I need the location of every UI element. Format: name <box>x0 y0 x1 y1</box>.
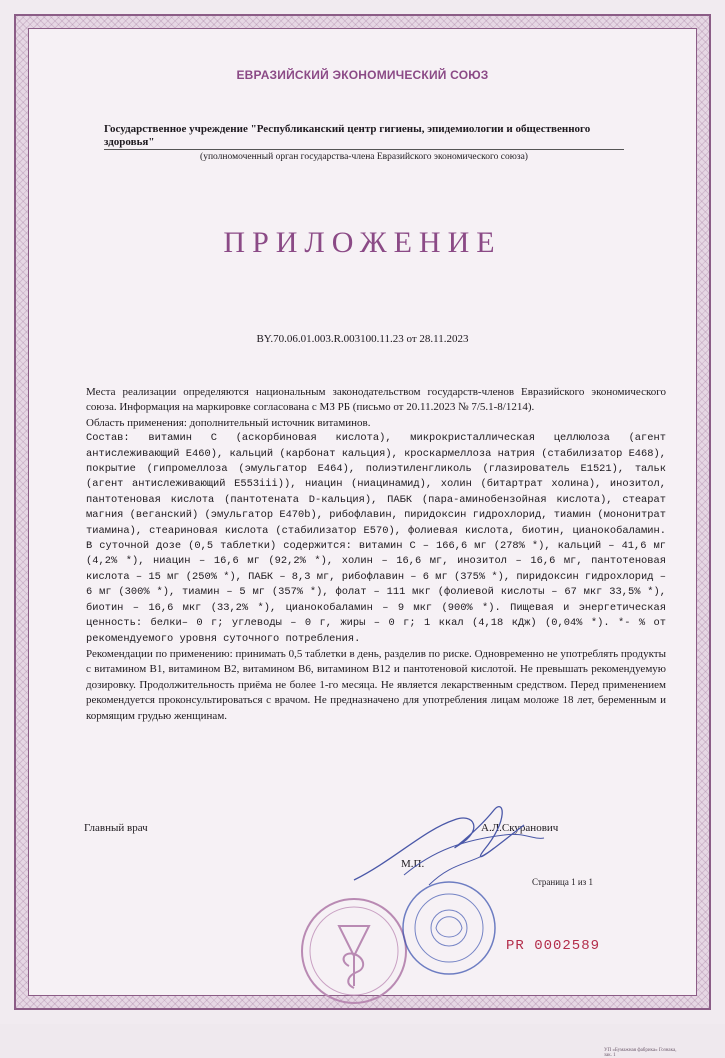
paragraph-places: Места реализации определяются национальным законодательством государств-членов Евразийского экономического союза. Информация на маркировке согласована с МЗ РБ (письмо от 20.11.2023 № 7/5.1-8/1214). <box>86 386 666 414</box>
document-title: ПРИЛОЖЕНИЕ <box>223 226 502 259</box>
serial-number: PR 0002589 <box>506 938 601 954</box>
paragraph-scope: Область применения: дополнительный источник витаминов. <box>86 416 371 429</box>
content-area <box>44 40 681 1058</box>
signer-name: А.Л.Скуранович <box>481 822 559 834</box>
page-number: Страница 1 из 1 <box>532 877 593 887</box>
paragraph-recommendations: Рекомендации по применению: принимать 0,5 таблетки в день, разделив по риске. Одновременно не употреблять продукты с витамином В1, витамином В2, витамином В6, витамином В12 и пантотеновой кислотой. Не превышать рекомендуемую дозировку. Продолжительность приёма не более 1-го месяца. Не является лекарственным средством. Перед применением рекомендуется проконсультироваться с врачом. Не предназначено для употребления лицам моложе 18 лет, беременным и кормящим грудью женщинам. <box>86 647 666 722</box>
organization-name: Государственное учреждение "Республиканский центр гигиены, эпидемиологии и общественного здоровья" <box>104 123 591 148</box>
seal-label: М.П. <box>401 858 425 870</box>
organization-underline <box>104 149 624 150</box>
watermark-emblem <box>299 896 409 1006</box>
printer-note: УП «Бумажная фабрика» Гознака, зак. 1 <box>604 1048 677 1058</box>
organization-note: (уполномоченный орган государства-члена Евразийского экономического союза) <box>200 152 528 162</box>
registration-number: BY.70.06.01.003.R.003100.11.23 от 28.11.2023 <box>256 333 469 345</box>
position-title: Главный врач <box>84 822 148 834</box>
union-title: ЕВРАЗИЙСКИЙ ЭКОНОМИЧЕСКИЙ СОЮЗ <box>236 68 489 82</box>
paragraph-composition: Состав: витамин С (аскорбиновая кислота), микрокристаллическая целлюлоза (агент антислеживающий Е460), кальций (карбонат кальция), кроскармеллоза натрия (стабилизатор Е468), покрытие (гипромеллоза (эмульгатор Е464), полиэтиленгликоль (глазирователь Е1521), тальк (агент антислеживающий Е553iii)), ниацин (ниацинамид), холин (битартрат холина), инозитол, пантотеновая кислота (пантотената D-кальция), ПАБК (пара-аминобензойная кислота), стеарат магния (веганский) (эмульгатор Е470b), рибофлавин, пиридоксин гидрохлорид, тиамин (мононитрат тиамина), стеариновая кислота (стабилизатор Е570), фолиевая кислота, биотин, цианокобаламин. В суточной дозе (0,5 таблетки) содержится: витамин С – 166,6 мг (278% *), кальций – 41,6 мг (4,2% *), ниацин – 16,6 мг (92,2% *), холин – 16,6 мг, инозитол – 16,6 мг, пантотеновая кислота – 15 мг (250% *), ПАБК – 8,3 мг, рибофлавин – 6 мг (375% *), пиридоксин гидрохлорид – 6 мг (300% *), тиамин – 5 мг (357% *), фолат – 111 мкг (фолиевой кислоты – 67 мкг 33,5% *), биотин – 16,6 мкг (33,2% *), цианокобаламин – 9 мкг (900% *). Пищевая и энергетическая ценность: белки– 0 г; углеводы – 0 г, жиры – 0 г; 1 ккал (4,18 кДж) (0,04% *). *- % от рекомендуемого уровня суточного потребления. <box>86 432 666 645</box>
official-seal <box>394 878 504 978</box>
document-body <box>86 385 666 724</box>
